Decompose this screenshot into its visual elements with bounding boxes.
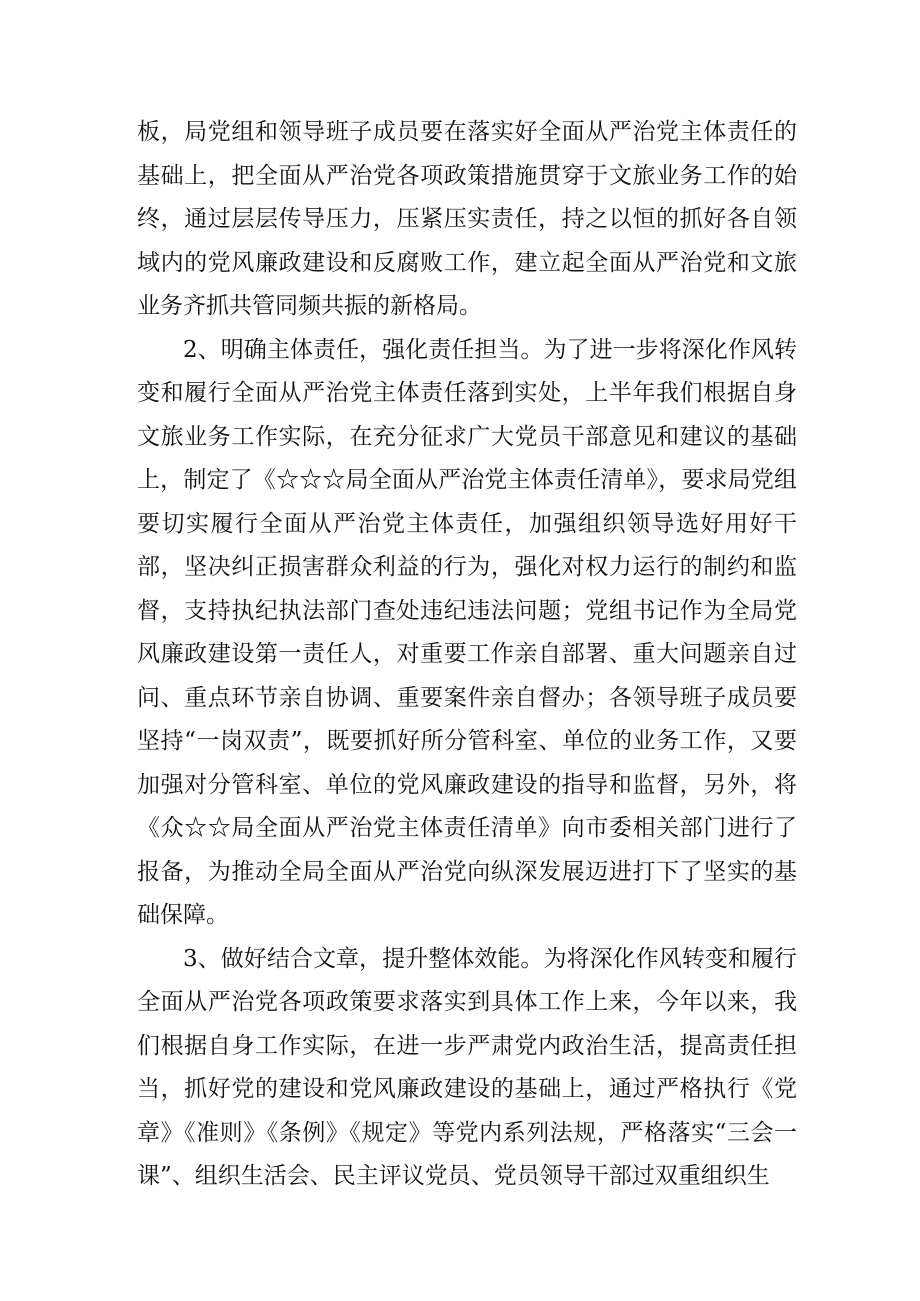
- paragraph-item-3: 3、做好结合文章，提升整体效能。为将深化作风转变和履行全面从严治党各项政策要求落实到具体工作上来，今年以来，我们根据自身工作实际，在进一步严肃党内政治生活，提高责任担当，抓好党的建设和党风廉政建设的基础上，通过严格执行《党章》《准则》《条例》《规定》等党内系列法规，严格落实“三会一课”、组织生活会、民主评议党员、党员领导干部过双重组织生: [137, 945, 797, 1189]
- paragraph-item-2: 2、明确主体责任，强化责任担当。为了进一步将深化作风转变和履行全面从严治党主体责任落到实处，上半年我们根据自身文旅业务工作实际，在充分征求广大党员干部意见和建议的基础上，制定了《☆☆☆局全面从严治党主体责任清单》，要求局党组要切实履行全面从严治党主体责任，加强组织领导选好用好干部，坚决纠正损害群众利益的行为，强化对权力运行的制约和监督，支持执纪执法部门查处违纪违法问题；党组书记作为全局党风廉政建设第一责任人，对重要工作亲自部署、重大问题亲自过问、重点环节亲自协调、重要案件亲自督办；各领导班子成员要坚持“一岗双责”，既要抓好所分管科室、单位的业务工作，又要加强对分管科室、单位的党风廉政建设的指导和监督，另外，将《众☆☆局全面从严治党主体责任清单》向市委相关部门进行了报备，为推动全局全面从严治党向纵深发展迈进打下了坚实的基础保障。: [137, 336, 797, 928]
- paragraph-continued: 板，局党组和领导班子成员要在落实好全面从严治党主体责任的基础上，把全面从严治党各项政策措施贯穿于文旅业务工作的始终，通过层层传导压力，压紧压实责任，持之以恒的抓好各自领域内的党风廉政建设和反腐败工作，建立起全面从严治党和文旅业务齐抓共管同频共振的新格局。: [137, 119, 797, 319]
- document-body: [137, 111, 797, 1199]
